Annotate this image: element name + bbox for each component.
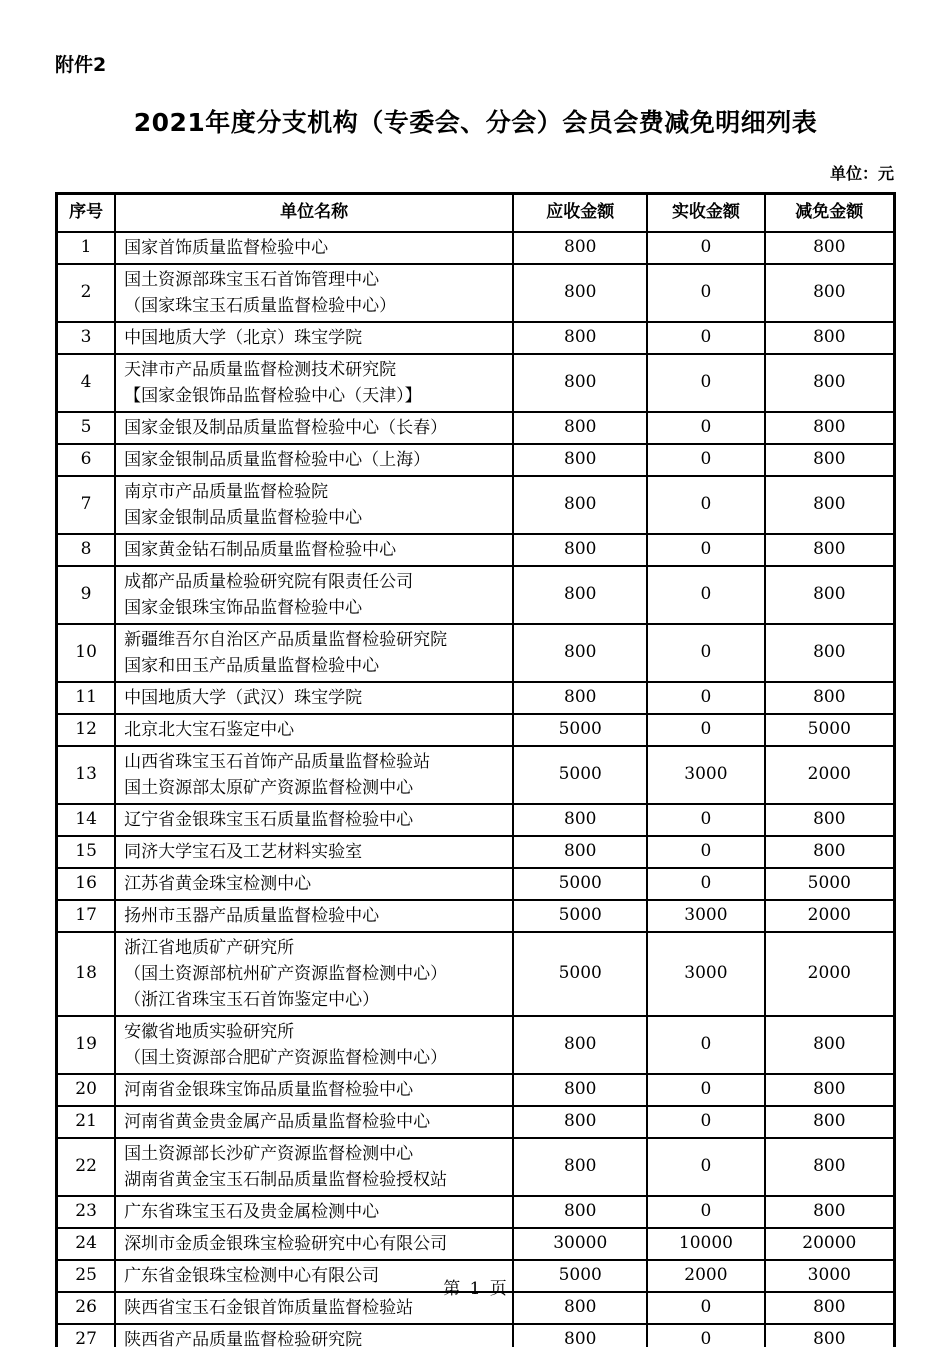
cell-row-number: 16 [57,868,116,900]
cell-row-number: 11 [57,682,116,714]
cell-unit-name [115,566,513,624]
unit-name-line: 国家金银制品质量监督检验中心 [124,507,363,528]
cell-received-amount: 3000 [647,932,764,1016]
unit-name-line: 国家金银珠宝饰品监督检验中心 [124,597,363,618]
cell-unit-name [115,804,513,836]
unit-name-line: （国土资源部合肥矿产资源监督检测中心） [124,1047,448,1068]
cell-received-amount: 0 [647,232,764,264]
cell-received-amount: 0 [647,714,764,746]
table-row [57,746,895,804]
unit-name-line: 中国地质大学（北京）珠宝学院 [124,327,363,348]
cell-unit-name [115,1228,513,1260]
cell-reduction-amount: 3000 [765,1260,895,1292]
cell-reduction-amount: 800 [765,624,895,682]
unit-name-line: 国家金银及制品质量监督检验中心（长春） [124,417,448,438]
unit-name-line: 【国家金银饰品监督检验中心（天津）】 [124,385,422,406]
cell-reduction-amount: 800 [765,534,895,566]
cell-received-amount: 0 [647,534,764,566]
cell-received-amount: 0 [647,836,764,868]
header-receivable: 应收金额 [513,194,647,232]
cell-unit-name [115,868,513,900]
table-row [57,232,895,264]
cell-received-amount: 0 [647,354,764,412]
fee-reduction-table [55,192,896,1347]
attachment-label: 附件2 [55,54,107,76]
cell-received-amount: 10000 [647,1228,764,1260]
cell-reduction-amount: 800 [765,1074,895,1106]
table-row [57,624,895,682]
table-row [57,932,895,1016]
cell-row-number: 19 [57,1016,116,1074]
cell-receivable-amount: 800 [513,264,647,322]
table-header [57,194,895,232]
unit-name-line: 深圳市金质金银珠宝检验研究中心有限公司 [124,1233,448,1254]
table-row [57,1228,895,1260]
cell-received-amount: 0 [647,412,764,444]
cell-received-amount: 0 [647,1324,764,1347]
cell-receivable-amount: 5000 [513,900,647,932]
table-body [57,232,895,1347]
cell-reduction-amount: 800 [765,804,895,836]
cell-received-amount: 3000 [647,746,764,804]
cell-reduction-amount: 2000 [765,746,895,804]
cell-reduction-amount: 800 [765,682,895,714]
unit-name-line: 广东省金银珠宝检测中心有限公司 [124,1265,380,1286]
cell-unit-name [115,746,513,804]
unit-name-line: 扬州市玉器产品质量监督检验中心 [124,905,380,926]
cell-receivable-amount: 800 [513,1292,647,1324]
cell-receivable-amount: 30000 [513,1228,647,1260]
cell-reduction-amount: 800 [765,836,895,868]
unit-name-line: （浙江省珠宝玉石首饰鉴定中心） [124,989,380,1010]
table-row [57,1106,895,1138]
cell-row-number: 3 [57,322,116,354]
unit-name-line: 河南省黄金贵金属产品质量监督检验中心 [124,1111,431,1132]
table-row [57,1016,895,1074]
cell-received-amount: 0 [647,804,764,836]
cell-received-amount: 0 [647,476,764,534]
cell-row-number: 7 [57,476,116,534]
cell-received-amount: 0 [647,1074,764,1106]
cell-unit-name [115,836,513,868]
page-title: 2021年度分支机构（专委会、分会）会员会费减免明细列表 [133,108,818,137]
table-row [57,836,895,868]
unit-name-line: 河南省金银珠宝饰品质量监督检验中心 [124,1079,414,1100]
table-row [57,566,895,624]
cell-unit-name [115,322,513,354]
cell-receivable-amount: 800 [513,566,647,624]
header-name: 单位名称 [115,194,513,232]
cell-receivable-amount: 5000 [513,868,647,900]
unit-name-line: 陕西省宝玉石金银首饰质量监督检验站 [124,1297,414,1318]
cell-received-amount: 0 [647,1196,764,1228]
unit-name-line: 陕西省产品质量监督检验研究院 [124,1329,363,1347]
cell-reduction-amount: 2000 [765,900,895,932]
cell-receivable-amount: 5000 [513,714,647,746]
cell-unit-name [115,444,513,476]
cell-unit-name [115,714,513,746]
cell-receivable-amount: 800 [513,1106,647,1138]
cell-row-number: 10 [57,624,116,682]
cell-unit-name [115,534,513,566]
unit-name-line: （国家珠宝玉石质量监督检验中心） [124,295,397,316]
cell-reduction-amount: 800 [765,1106,895,1138]
cell-receivable-amount: 800 [513,682,647,714]
cell-row-number: 23 [57,1196,116,1228]
unit-name-line: 北京北大宝石鉴定中心 [124,719,295,740]
cell-reduction-amount: 2000 [765,932,895,1016]
cell-reduction-amount: 5000 [765,868,895,900]
cell-received-amount: 0 [647,444,764,476]
table-row [57,900,895,932]
cell-row-number: 22 [57,1138,116,1196]
cell-unit-name [115,264,513,322]
cell-received-amount: 0 [647,1292,764,1324]
cell-received-amount: 0 [647,322,764,354]
cell-unit-name [115,1106,513,1138]
cell-reduction-amount: 800 [765,1292,895,1324]
cell-unit-name [115,624,513,682]
cell-unit-name [115,932,513,1016]
cell-unit-name [115,682,513,714]
cell-row-number: 20 [57,1074,116,1106]
cell-row-number: 12 [57,714,116,746]
unit-name-line: （国土资源部杭州矿产资源监督检测中心） [124,963,448,984]
cell-unit-name [115,1196,513,1228]
unit-name-line: 国土资源部珠宝玉石首饰管理中心 [124,269,380,290]
cell-unit-name [115,1324,513,1347]
cell-receivable-amount: 800 [513,804,647,836]
cell-row-number: 15 [57,836,116,868]
table-header-row [57,194,895,232]
unit-name-line: 国家和田玉产品质量监督检验中心 [124,655,380,676]
cell-receivable-amount: 800 [513,412,647,444]
unit-name-line: 辽宁省金银珠宝玉石质量监督检验中心 [124,809,414,830]
cell-reduction-amount: 800 [765,476,895,534]
cell-reduction-amount: 800 [765,1324,895,1347]
cell-row-number: 18 [57,932,116,1016]
table-row [57,1324,895,1347]
cell-row-number: 24 [57,1228,116,1260]
table-row [57,868,895,900]
unit-name-line: 南京市产品质量监督检验院 [124,481,329,502]
table-row [57,804,895,836]
unit-name-line: 成都产品质量检验研究院有限责任公司 [124,571,414,592]
cell-receivable-amount: 800 [513,232,647,264]
table-row [57,714,895,746]
cell-reduction-amount: 800 [765,322,895,354]
cell-receivable-amount: 800 [513,1196,647,1228]
cell-unit-name [115,476,513,534]
unit-name-line: 中国地质大学（武汉）珠宝学院 [124,687,363,708]
cell-reduction-amount: 800 [765,354,895,412]
header-received: 实收金额 [647,194,764,232]
cell-row-number: 8 [57,534,116,566]
cell-receivable-amount: 800 [513,1016,647,1074]
table-row [57,682,895,714]
header-reduction: 减免金额 [765,194,895,232]
table-row [57,1196,895,1228]
cell-reduction-amount: 800 [765,412,895,444]
cell-unit-name [115,900,513,932]
unit-name-line: 国家首饰质量监督检验中心 [124,237,329,258]
cell-row-number: 1 [57,232,116,264]
cell-unit-name [115,354,513,412]
cell-received-amount: 3000 [647,900,764,932]
cell-receivable-amount: 5000 [513,1260,647,1292]
table-row [57,264,895,322]
cell-unit-name [115,1138,513,1196]
cell-receivable-amount: 800 [513,624,647,682]
table-row [57,412,895,444]
cell-receivable-amount: 800 [513,444,647,476]
cell-received-amount: 2000 [647,1260,764,1292]
cell-row-number: 17 [57,900,116,932]
cell-reduction-amount: 800 [765,264,895,322]
cell-receivable-amount: 800 [513,1324,647,1347]
header-index: 序号 [57,194,116,232]
cell-unit-name [115,1074,513,1106]
cell-received-amount: 0 [647,624,764,682]
table-row [57,476,895,534]
cell-row-number: 25 [57,1260,116,1292]
cell-reduction-amount: 5000 [765,714,895,746]
cell-reduction-amount: 800 [765,444,895,476]
cell-receivable-amount: 800 [513,322,647,354]
page-number: 第 1 页 [443,1279,509,1299]
cell-row-number: 27 [57,1324,116,1347]
cell-row-number: 21 [57,1106,116,1138]
table-row [57,322,895,354]
unit-name-line: 国家金银制品质量监督检验中心（上海） [124,449,431,470]
cell-receivable-amount: 5000 [513,932,647,1016]
cell-received-amount: 0 [647,566,764,624]
unit-name-line: 国土资源部长沙矿产资源监督检测中心 [124,1143,414,1164]
cell-receivable-amount: 800 [513,1138,647,1196]
cell-unit-name [115,232,513,264]
unit-name-line: 国家黄金钻石制品质量监督检验中心 [124,539,397,560]
unit-name-line: 湖南省黄金宝玉石制品质量监督检验授权站 [124,1169,448,1190]
cell-received-amount: 0 [647,1106,764,1138]
cell-received-amount: 0 [647,682,764,714]
cell-reduction-amount: 800 [765,1196,895,1228]
cell-received-amount: 0 [647,1138,764,1196]
cell-receivable-amount: 800 [513,1074,647,1106]
cell-row-number: 5 [57,412,116,444]
cell-unit-name [115,412,513,444]
document-content [55,0,896,1347]
cell-row-number: 6 [57,444,116,476]
cell-reduction-amount: 800 [765,1016,895,1074]
unit-name-line: 山西省珠宝玉石首饰产品质量监督检验站 [124,751,431,772]
table-row [57,354,895,412]
cell-received-amount: 0 [647,868,764,900]
cell-reduction-amount: 800 [765,1138,895,1196]
cell-received-amount: 0 [647,264,764,322]
cell-row-number: 14 [57,804,116,836]
cell-row-number: 2 [57,264,116,322]
unit-name-line: 新疆维吾尔自治区产品质量监督检验研究院 [124,629,448,650]
cell-unit-name [115,1016,513,1074]
table-row [57,1138,895,1196]
cell-row-number: 13 [57,746,116,804]
cell-receivable-amount: 800 [513,476,647,534]
cell-row-number: 26 [57,1292,116,1324]
unit-name-line: 江苏省黄金珠宝检测中心 [124,873,312,894]
cell-received-amount: 0 [647,1016,764,1074]
unit-name-line: 安徽省地质实验研究所 [124,1021,295,1042]
cell-reduction-amount: 800 [765,232,895,264]
unit-name-line: 浙江省地质矿产研究所 [124,937,295,958]
cell-row-number: 4 [57,354,116,412]
cell-reduction-amount: 20000 [765,1228,895,1260]
cell-reduction-amount: 800 [765,566,895,624]
unit-note: 单位：元 [829,164,894,183]
cell-receivable-amount: 800 [513,836,647,868]
unit-name-line: 同济大学宝石及工艺材料实验室 [124,841,363,862]
unit-name-line: 广东省珠宝玉石及贵金属检测中心 [124,1201,380,1222]
unit-name-line: 国土资源部太原矿产资源监督检测中心 [124,777,414,798]
table-row [57,534,895,566]
cell-row-number: 9 [57,566,116,624]
cell-receivable-amount: 800 [513,534,647,566]
cell-receivable-amount: 800 [513,354,647,412]
unit-name-line: 天津市产品质量监督检测技术研究院 [124,359,397,380]
table-row [57,1074,895,1106]
cell-receivable-amount: 5000 [513,746,647,804]
table-row [57,444,895,476]
